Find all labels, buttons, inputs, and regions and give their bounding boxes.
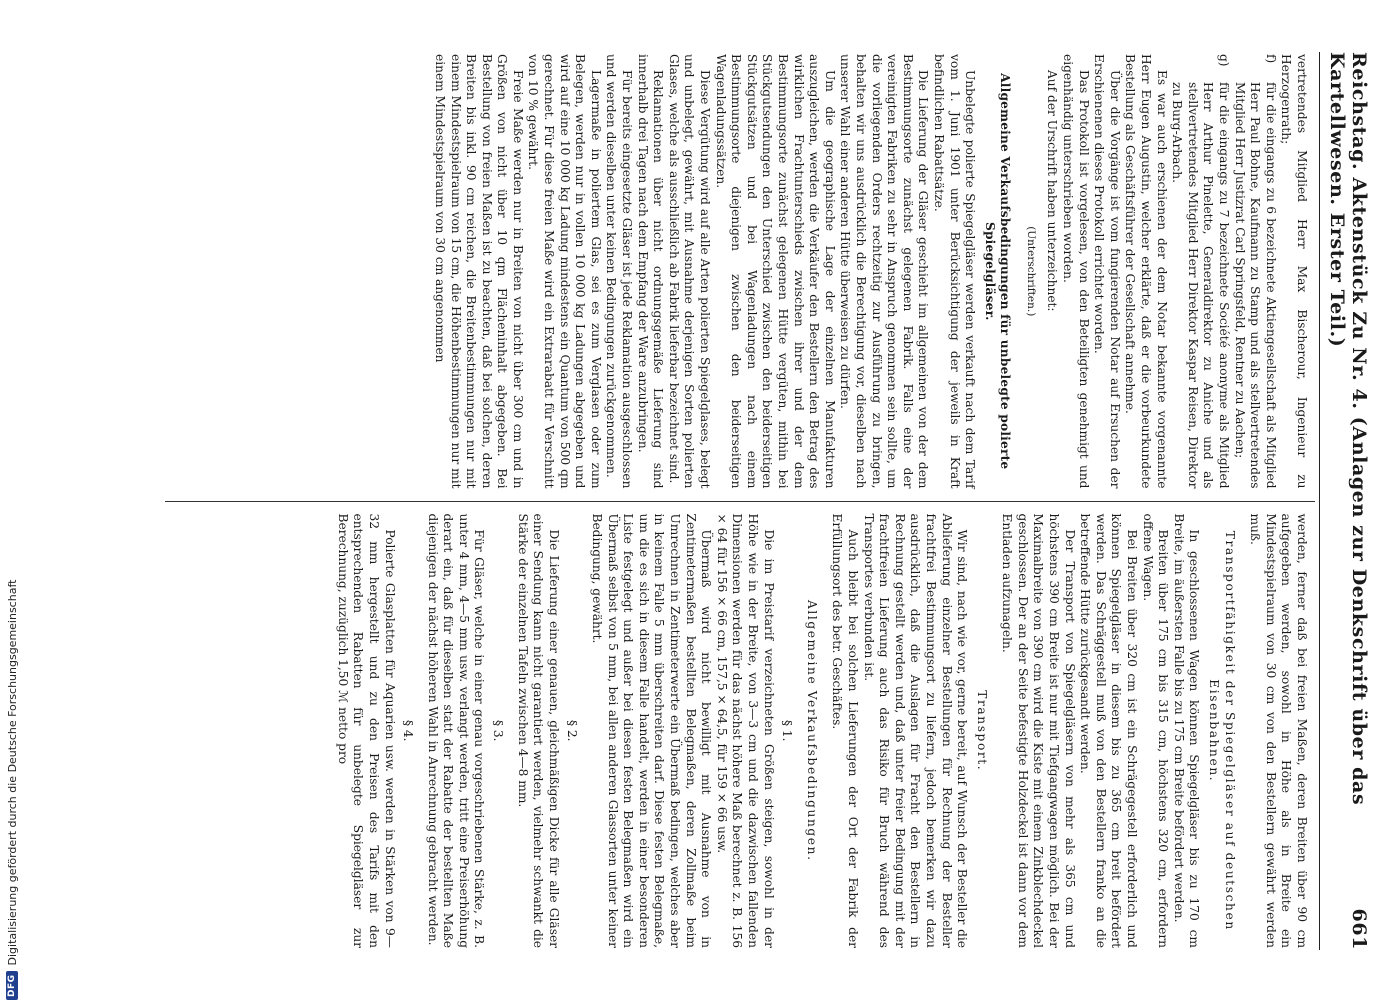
paragraph: Um die geographische Lage der einzelnen Manufakturen auszugleichen, werden die Verkäufer den Bestellern den Betrag des wirklichen Frachtunterschieds zwischen ihrer und der dem Bestimmungsorte zunächst gelegenen Hütte vergüten, mithin bei Stückgutsendungen den Unterschied zwischen den beiderseitigen Stückgutsätzen und bei Wagenladungen nach einem Bestimmungsorte diejenigen zwischen den beiderseitigen Wagenladungssätzen. [713, 54, 837, 489]
paragraph: werden, ferner daß bei freien Maßen, deren Breiten über 90 cm aufgegeben werden, sowohl in Höhe als in Breite ein Mindestspielraum von 30 cm von den Bestellern gewährt werden muß. [1248, 513, 1309, 948]
paragraph: Das Protokoll ist vorgelesen, von den Beteiligten genehmigt und eigenhändig unterschrieben worden. [1061, 54, 1091, 489]
page-header [1319, 52, 1370, 950]
document-page [138, 30, 1383, 970]
paragraph: Lagermaße in poliertem Glas, sei es zum Verglasen oder zum Belegen, werden nur in vollen 10 000 kg Ladungen abgegeben und wird auf eine 10 000 kg Ladung mindestens ein Quantum von 500 qm gerechnet. Für diese freien Maße wird ein Extrarabatt für Verschnitt von 10 % gewährt. [526, 54, 603, 489]
paragraph: Reklamationen über nicht ordnungsgemäße Lieferung sind innerhalb drei Tagen nach dem Empfang der Ware anzubringen. [635, 54, 666, 489]
paragraph: Bei Breiten über 320 cm ist ein Schrägegestell erforderlich und können Spiegelgläser in diesem bis zu 365 cm breit befördert werden. Das Schräggestell muß von den Bestellern franko an die betreffende Hütte zurückgesandt werden. [1078, 513, 1140, 948]
section-mark-4: § 4. [401, 719, 416, 742]
subheading-transport-capacity: Transportfähigkeit der Spiegelgläser auf deutschen Eisenbahnen. [1207, 530, 1237, 931]
list-item-f [1231, 54, 1278, 489]
signatures-note: (Unterschriften.) [1024, 226, 1037, 317]
paragraph: Für Gläser, welche in einer genau vorgeschriebenen Stärke, z. B. unter 4 mm, 4—5 mm usw. verlangt werden, tritt eine Preiserhöhung derart ein, daß für dieselben statt der Rabatte der bestellten Maße diejenigen der nächst höheren Wahl in Anrechnung gebracht werden. [425, 513, 487, 948]
paragraph: Unbelegte polierte Spiegelgläser werden verkauft nach dem Tarif vom 1. Juni 1901 unter Berücksichtigung der jeweils in Kraft befindlichen Rabattsätze. [931, 54, 978, 489]
paragraph: Auch bleibt bei solchen Lieferungen der Ort der Fabrik der Erfüllungsort des betr. Geschäftes. [830, 513, 860, 948]
right-column [165, 502, 1315, 951]
paragraph: Es war auch erschienen der dem Notar bekannte vorgenannte Herr Eugen Augustin, welcher erklärte, daß er die vorbeurkundete Bestellung als Geschäftsführer der Gesellschaft annehme. [1123, 54, 1169, 489]
section-heading: Allgemeine Verkaufsbedingungen für unbelegte polierte Spiegelgläser. [982, 73, 1013, 470]
paragraph: Freie Maße werden nur in Breiten von nicht über 300 cm und in Größen von nicht über 10 qm Flächeninhalt abgegeben. Bei Bestellung von freien Maßen ist zu beachten, daß bei solchen, deren Breiten bis inkl. 90 cm reichen, die Breitenbestimmungen nur mit einem Mindestspielraum von 15 cm, die Höhenbestimmungen nur mit einem Mindestspielraum von 30 cm angenommen [432, 54, 525, 489]
list-item-g [1169, 54, 1231, 489]
paragraph: Auf der Urschrift haben unterzeichnet: [1045, 70, 1060, 312]
paragraph: Die im Preistarif verzeichneten Größen steigen, sowohl in der Höhe wie in der Breite, von 3—3 cm und die dazwischen fallenden Dimensionen werden für das nächst höhere Maß berechnet z. B. 156 × 64 für 156 × 66 cm, 157,5 × 64,5, für 159 × 66 usw. [714, 513, 776, 948]
section-mark-1: § 1. [780, 719, 795, 742]
left-column [165, 52, 1315, 502]
dfg-logo-icon: DFG [6, 971, 18, 1000]
section-mark-2: § 2. [565, 719, 580, 742]
page-number: 661 [1348, 908, 1370, 950]
paragraph: Für bereits eingesetzte Gläser ist jede Reklamation ausgeschlossen und werden dieselben unter keinen Bedingungen zurückgenommen. [604, 54, 635, 489]
running-title: Reichstag. Aktenstück Zu Nr. 4. (Anlagen zur Denkschrift über das Kartellwesen. Erster Teil.) [1326, 52, 1370, 806]
paragraph: Die Lieferung einer genauen, gleichmäßigen Dicke für alle Gläser einer Sendung kann nicht garantiert werden, vielmehr schwankt die Stärke der einzelnen Tafeln zwischen 4—8 mm. [515, 513, 561, 948]
paragraph: Polierte Glasplatten für Aquarien usw. werden in Stärken von 9—32 mm hergestellt und zu den Preisen des Tarifs mit den entsprechenden Rabatten für unbelegte Spiegelgläser zur Berechnung, zuzüglich 1,50 ℳ netto pro [335, 513, 397, 948]
paragraph: Breiten über 175 cm bis 315 cm, höchstens 320 cm, erfordern offene Wagen. [1140, 513, 1171, 948]
text-columns [165, 52, 1315, 950]
digitization-credit [2, 0, 22, 1000]
paragraph: Der Transport von Spiegelgläsern von mehr als 365 cm und höchstens 390 cm Breite ist nur mit Tiefgangwagen möglich. Bei der Maximalbreite von 390 cm wird die Kiste mit einem Zinkblechdeckel geschlossen. Der an der Seite befestigte Holzdeckel ist dann vor dem Entladen aufzunageln. [1000, 513, 1077, 948]
credit-text: Digitalisierung gefördert durch die Deutsche Forschungsgemeinschaft [5, 579, 19, 966]
paragraph: Diese Vergütung wird auf alle Arten polierten Spiegelglases, belegt und unbelegt, gewährt, mit Ausnahme derjenigen Sorten polierten Glases, welche als ausschließlich ab Fabrik lieferbar bezeichnet sind. [666, 54, 713, 489]
subheading-transport: Transport. [974, 690, 989, 772]
list-marker: f) [1263, 54, 1278, 64]
paragraph: Wir sind, nach wie vor, gerne bereit, auf Wunsch der Besteller die Ablieferung einzelner Bestellungen für Rechnung der Besteller frachtfrei Bestimmungsort zu liefern, jedoch bemerken wir dazu ausdrücklich, daß die Auslagen für Fracht den Bestellern in Rechnung gestellt werden und, daß unter freier Bedingung mit der frachtfreien Lieferung auch das Risiko für Bruch während des Transportes verbunden ist. [861, 513, 970, 948]
paragraph: Übermaß wird nicht bewilligt mit Ausnahme von in Zentimetermaßen bestellten Belegmaßen, deren Zollmaße beim Umrechnen in Zentimeterwerte ein Übermaß bedingen, welches aber in keinem Falle 5 mm überschreiten darf. Diese festen Belegmaße, um die es sich in diesem Falle handelt, werden in einer besonderen Liste festgelegt und außer bei diesen festen Belegmaßen wird ein Übermaß selbst von 5 mm, bei allen anderen Glassorten unter keiner Bedingung, gewährt. [590, 513, 714, 948]
list-item-text: für die eingangs zu 7 bezeichnete Société anonyme als Mitglied Herr Arthur Pinelette, Generaldirektor zu Aniche und als stellvertretendes Mitglied Herr Direktor Kaspar Reisen, Direktor zu Burg-Arbach. [1170, 82, 1232, 489]
paragraph: In geschlossenen Wagen können Spiegelgläser bis zu 170 cm Breite, im äußersten Falle bis zu 175 cm Breite befördert werden. [1171, 513, 1202, 948]
subheading-general-terms: Allgemeine Verkaufsbedingungen. [804, 599, 819, 862]
paragraph: Über die Vorgänge ist vom fungierenden Notar auf Ersuchen der Erschienenen dieses Protokoll errichtet worden. [1092, 54, 1122, 489]
list-item-text: für die eingangs zu 6 bezeichnete Aktiengesellschaft als Mitglied Herr Paul Bohne, Kaufmann zu Stamp und als stellvertretendes Mitglied Herr Justizrat Carl Springsfeld, Rentner zu Aachen; [1232, 82, 1278, 489]
paragraph: Die Lieferung der Gläser geschieht im allgemeinen von der dem Bestimmungsorte zunächst gelegenen Fabrik. Falls eine der vereinigten Fabriken zu sehr in Anspruch genommen sein sollte, um die vorliegenden Orders rechtzeitig zur Ausführung zu bringen, behalten wir uns ausdrücklich die Berechtigung vor, dieselben nach unserer Wahl einer anderen Hütte überweisen zu dürfen. [838, 54, 931, 489]
list-marker: g) [1217, 54, 1232, 67]
section-mark-3: § 3. [491, 719, 506, 742]
paragraph: vertretendes Mitglied Herr Max Bischerour, Ingenieur zu Herzogenrath; [1279, 54, 1309, 489]
